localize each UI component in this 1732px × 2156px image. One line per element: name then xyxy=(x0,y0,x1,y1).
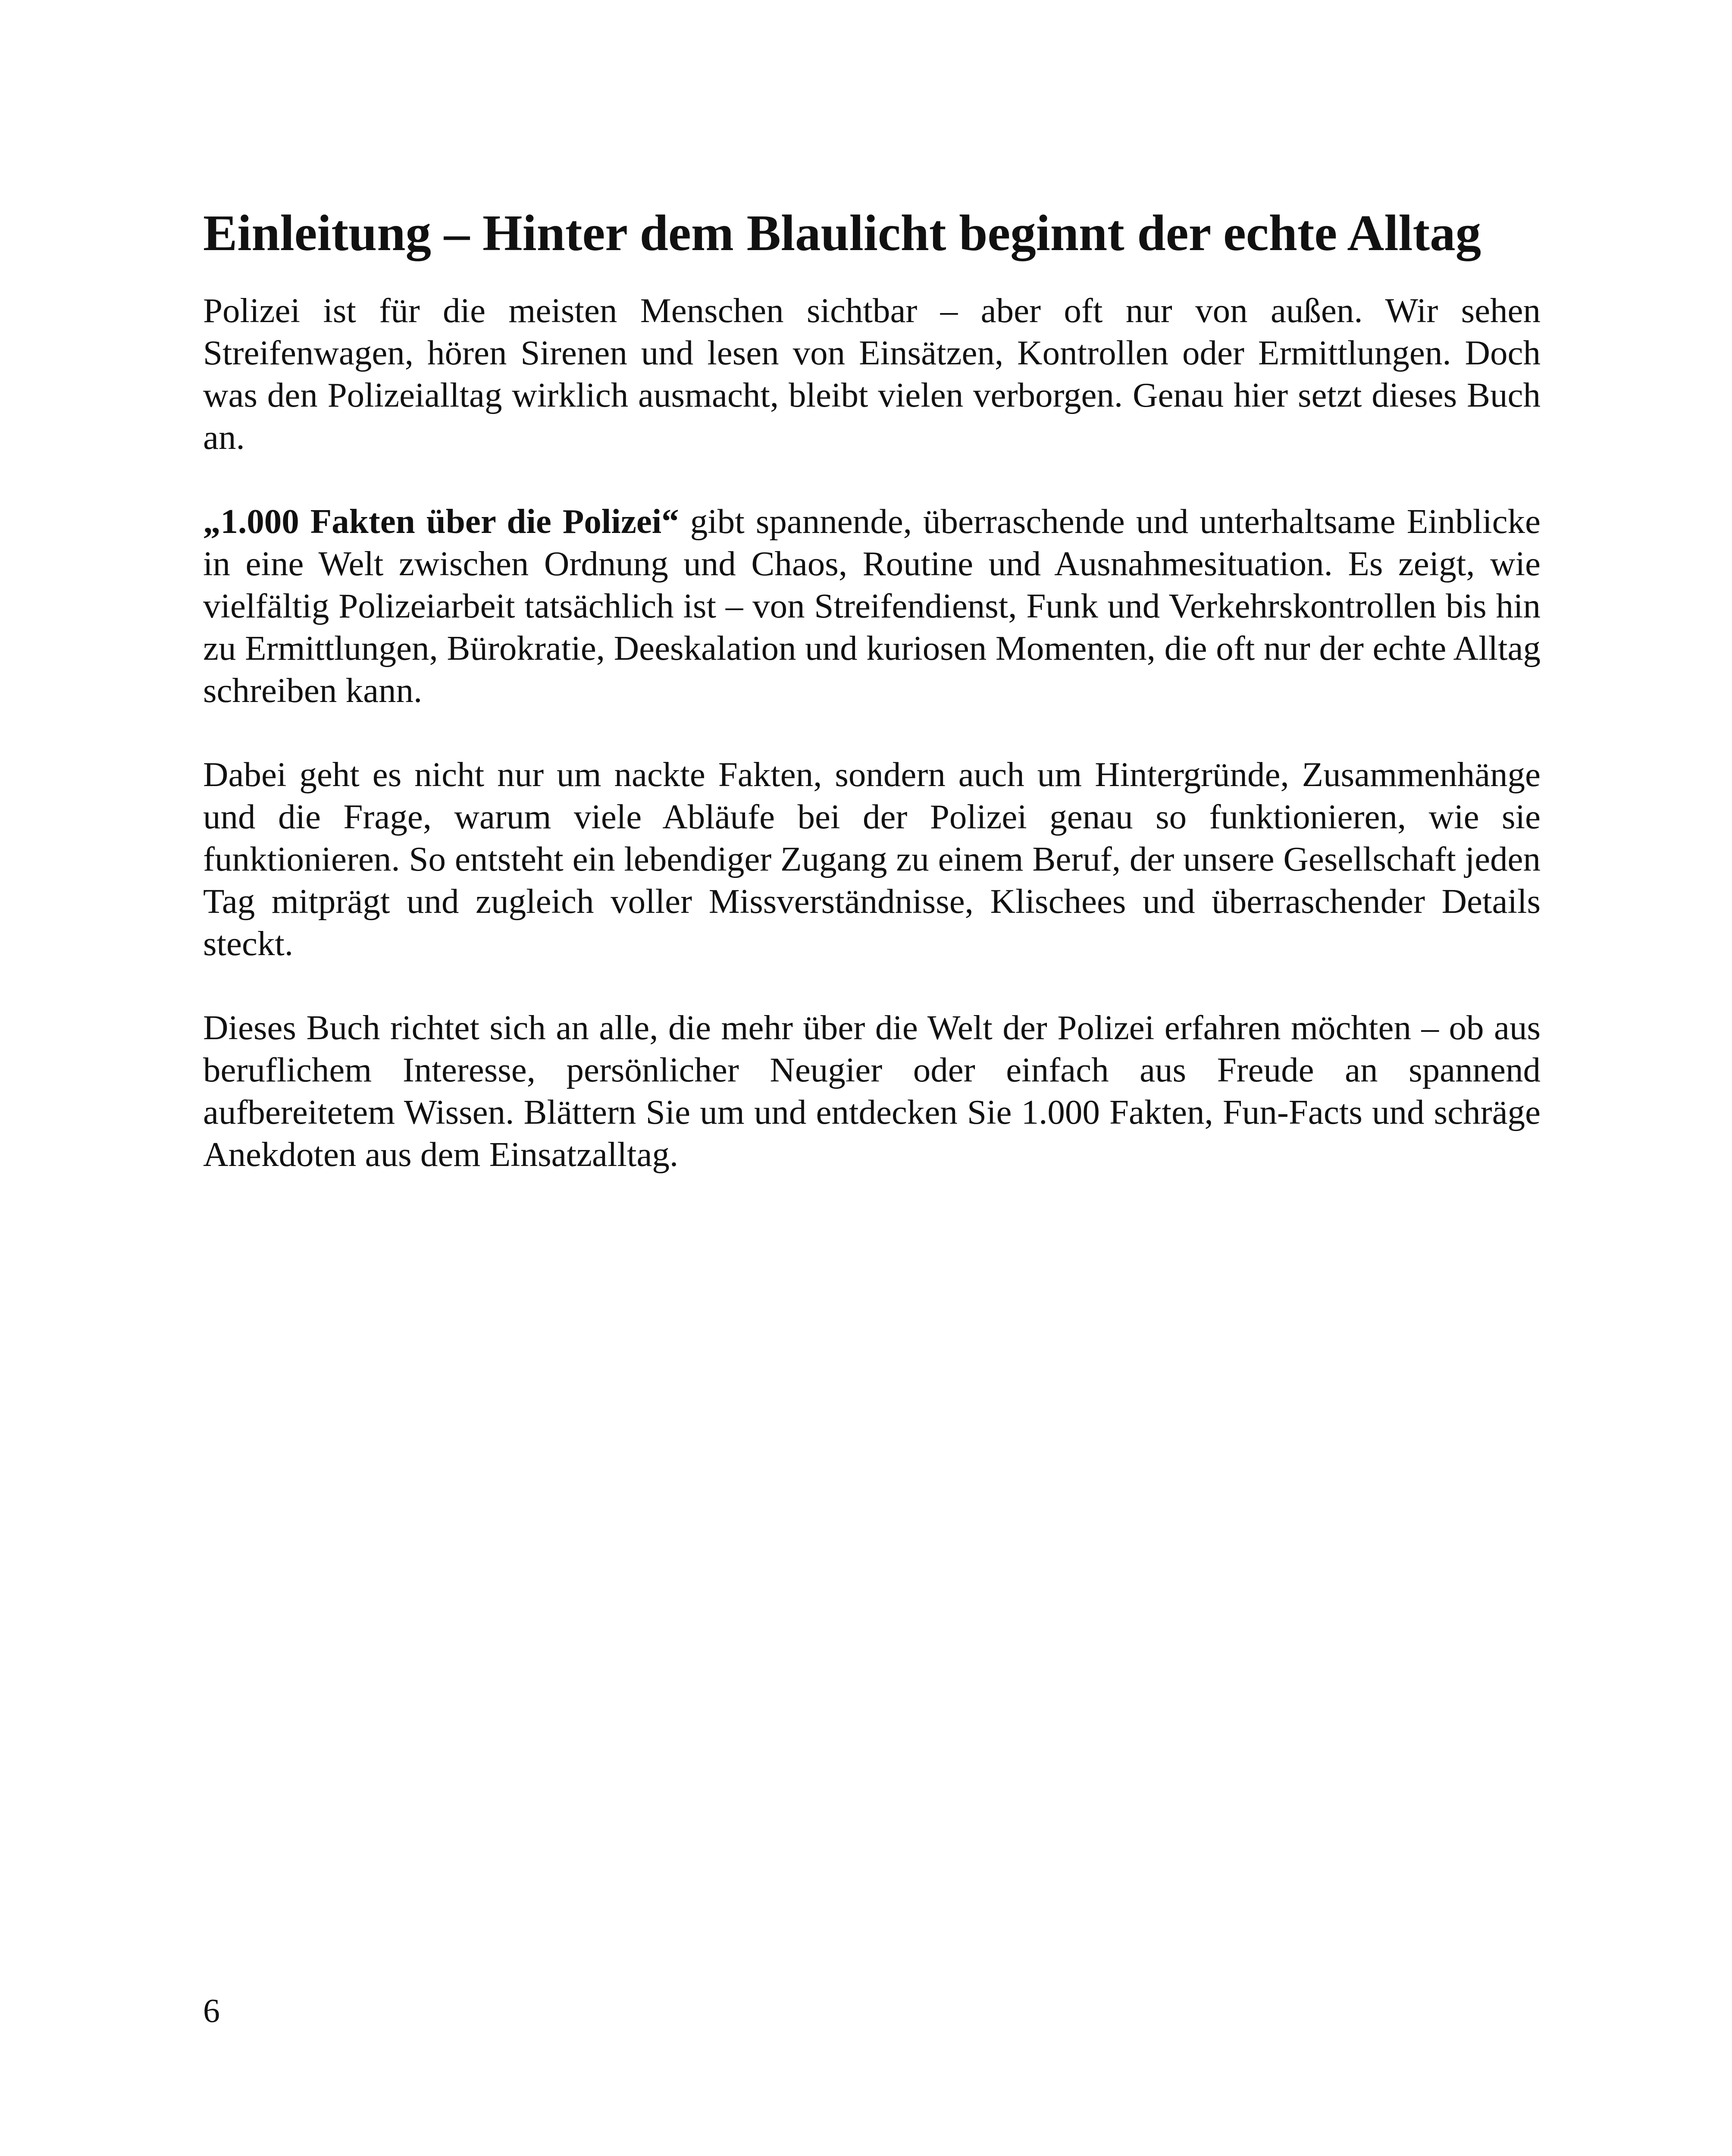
paragraph-audience: Dieses Buch richtet sich an alle, die mehr über die Welt der Polizei erfahren möchten – ob aus beruflichem Interesse, persönlicher Neugier oder einfach aus Freude an spannend aufbereitetem Wissen. Blättern Sie um und entdecken Sie 1.000 Fakten, Fun-Facts und schräge Anekdoten aus dem Einsatzalltag. xyxy=(203,1008,1541,1174)
book-title: „1.000 Fakten über die Polizei“ xyxy=(203,502,679,541)
chapter-title: Einleitung – Hinter dem Blaulicht beginnt der echte Alltag xyxy=(203,204,1481,261)
page-number: 6 xyxy=(203,1992,220,2029)
paragraph-background: Dabei geht es nicht nur um nackte Fakten, sondern auch um Hintergründe, Zusammenhänge und die Frage, warum viele Abläufe bei der Polizei genau so funktionieren, wie sie funktionieren. So entsteht ein lebendiger Zugang zu einem Beruf, der unsere Gesellschaft jeden Tag mitprägt und zugleich voller Missverständnisse, Klischees und überraschender Details steckt. xyxy=(203,755,1541,963)
paragraph-intro: Polizei ist für die meisten Menschen sichtbar – aber oft nur von außen. Wir sehen Streifenwagen, hören Sirenen und lesen von Einsätzen, Kontrollen oder Ermittlungen. Doch was den Polizeialltag wirklich ausmacht, bleibt vielen verborgen. Genau hier setzt dieses Buch an. xyxy=(203,291,1541,457)
paragraph-book-description xyxy=(203,500,1541,711)
paragraph-book-description-text: gibt spannende, überraschende und unterhaltsame Einblicke in eine Welt zwischen Ordnung und Chaos, Routine und Ausnahmesituation. Es zeigt, wie vielfältig Polizeiarbeit tatsächlich ist – von Streifendienst, Funk und Verkehrskontrollen bis hin zu Ermittlungen, Bürokratie, Deeskalation und kuriosen Momenten, die oft nur der echte Alltag schreiben kann. xyxy=(203,502,1541,710)
page-content xyxy=(203,202,1541,1175)
